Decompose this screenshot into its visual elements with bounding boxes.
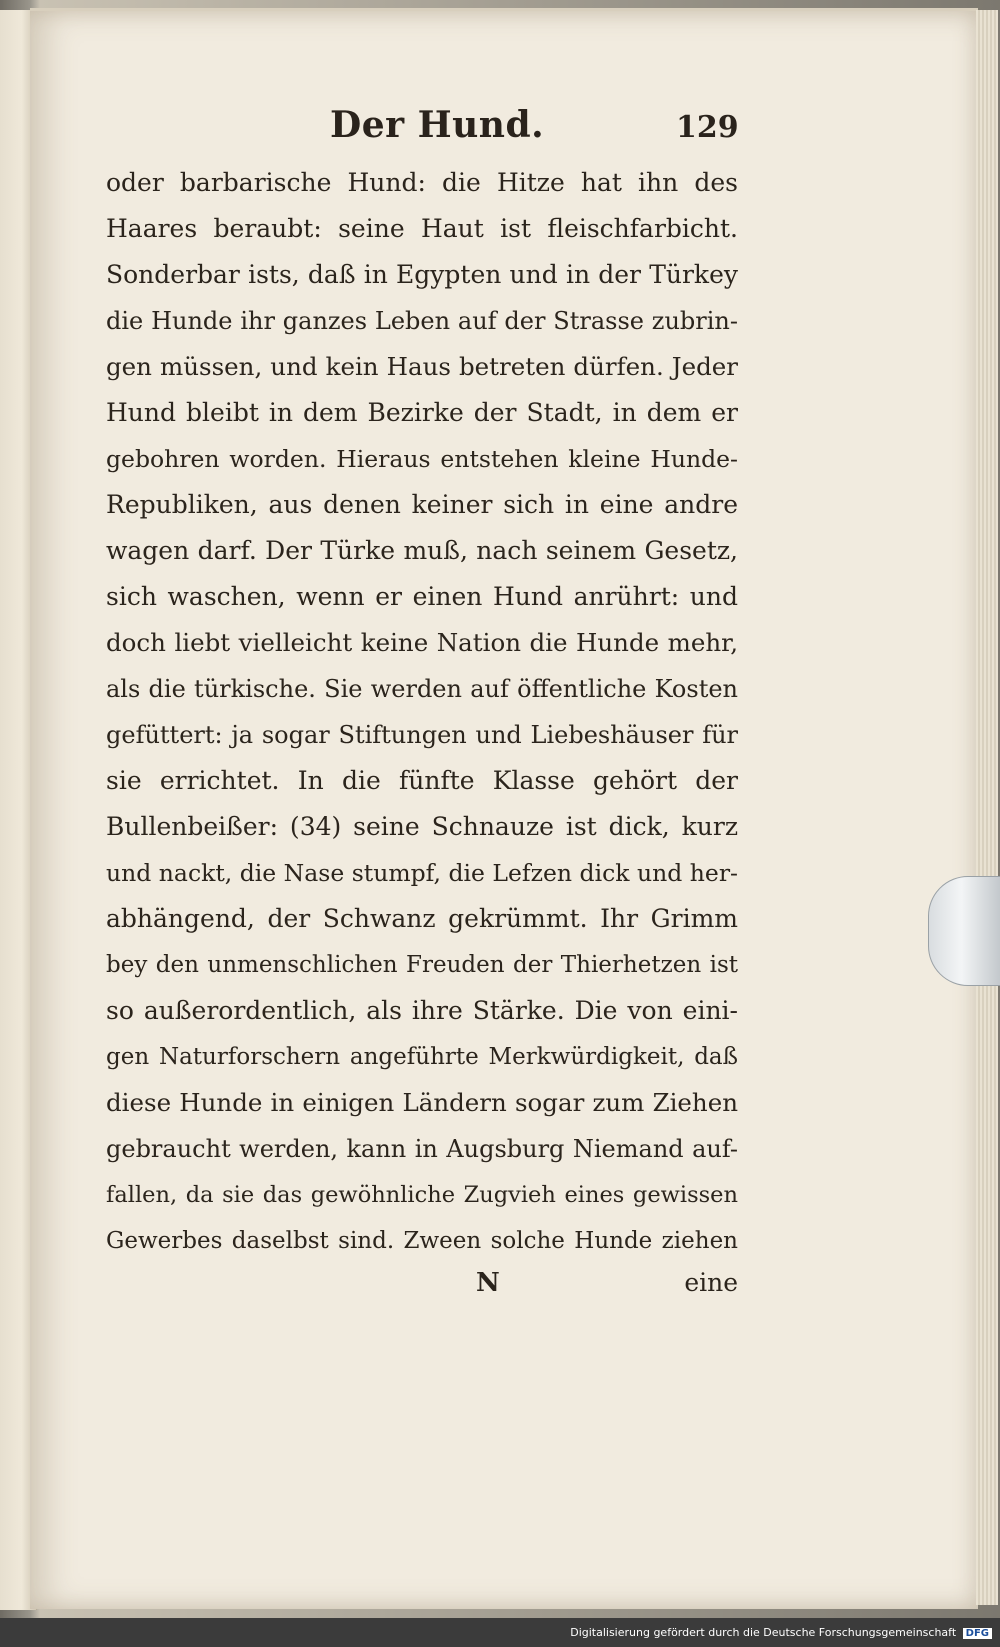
text-line: gebraucht werden, kann in Augsburg Niemand auf- (106, 1135, 738, 1163)
text-line: Gewerbes daselbst sind. Zween solche Hunde ziehen (106, 1228, 738, 1254)
text-line: Hund bleibt in dem Bezirke der Stadt, in dem er (106, 398, 738, 427)
page-block-edges (976, 10, 998, 1605)
catchword-row (106, 1268, 738, 1314)
text-line: abhängend, der Schwanz gekrümmt. Ihr Grimm (106, 904, 738, 933)
text-line: gebohren worden. Hieraus entstehen kleine Hunde- (106, 445, 738, 473)
text-line: fallen, da sie das gewöhnliche Zugvieh eines gewissen (106, 1182, 738, 1208)
text-line: Sonderbar ists, daß in Egypten und in der Türkey (106, 260, 738, 289)
footer-credit (570, 1626, 992, 1639)
text-line: so außerordentlich, als ihre Stärke. Die von eini- (106, 996, 738, 1025)
text-line: sie errichtet. In die fünfte Klasse gehört der (106, 766, 738, 795)
catchword: eine (684, 1268, 738, 1297)
text-line: Haares beraubt: seine Haut ist fleischfarbicht. (106, 214, 738, 243)
text-line: sich waschen, wenn er einen Hund anrührt: und (106, 582, 738, 611)
dfg-logo: DFG (963, 1628, 992, 1639)
signature-mark: N (476, 1268, 500, 1298)
text-line: gen müssen, und kein Haus betreten dürfen. Jeder (106, 352, 738, 381)
text-line: Bullenbeißer: (34) seine Schnauze ist dick, kurz (106, 812, 738, 841)
page-header (0, 100, 1000, 160)
text-line: oder barbarische Hund: die Hitze hat ihn des (106, 168, 738, 197)
page-clip (928, 876, 1000, 986)
credit-text: Digitalisierung gefördert durch die Deutsche Forschungsgemeinschaft (570, 1626, 957, 1639)
text-line: gefüttert: ja sogar Stiftungen und Liebeshäuser für (106, 721, 738, 749)
text-line: als die türkische. Sie werden auf öffentliche Kosten (106, 675, 738, 703)
body-text (106, 160, 738, 1264)
text-line: diese Hunde in einigen Ländern sogar zum Ziehen (106, 1088, 738, 1117)
text-line: gen Naturforschern angeführte Merkwürdigkeit, daß (106, 1044, 738, 1070)
text-line: die Hunde ihr ganzes Leben auf der Strasse zubrin- (106, 307, 738, 335)
text-line: und nackt, die Nase stumpf, die Lefzen dick und her- (106, 859, 738, 887)
text-line: doch liebt vielleicht keine Nation die Hunde mehr, (106, 628, 738, 657)
text-line: bey den unmenschlichen Freuden der Thierhetzen ist (106, 952, 738, 978)
page-number: 129 (676, 110, 739, 145)
text-line: Republiken, aus denen keiner sich in eine andre (106, 490, 738, 519)
running-title: Der Hund. (330, 104, 545, 146)
text-line: wagen darf. Der Türke muß, nach seinem Gesetz, (106, 536, 738, 565)
